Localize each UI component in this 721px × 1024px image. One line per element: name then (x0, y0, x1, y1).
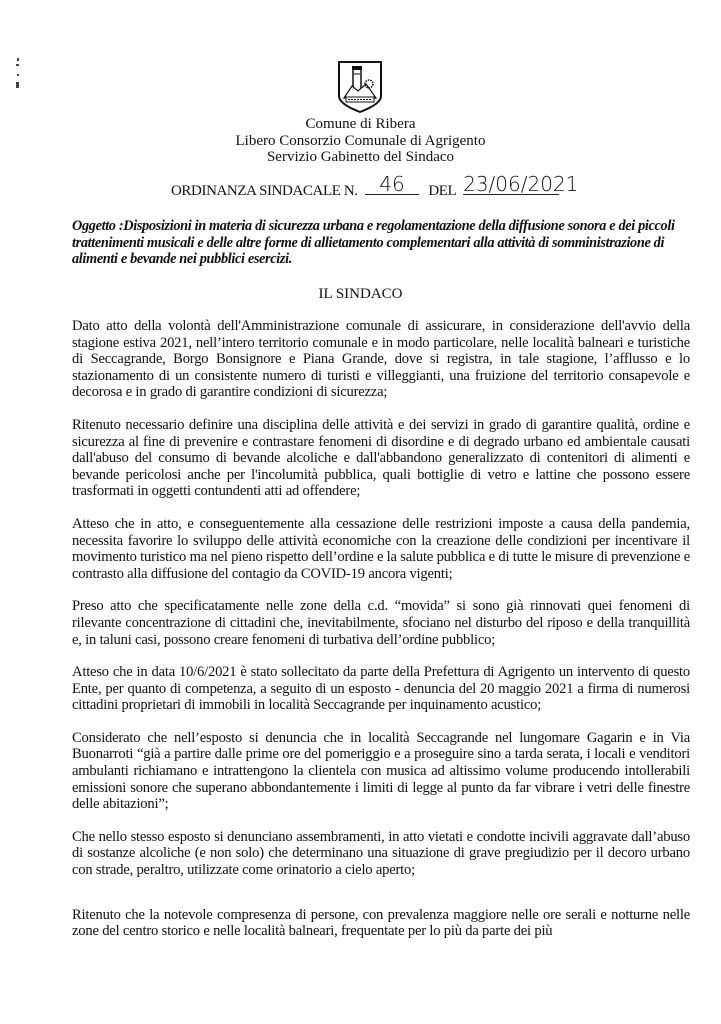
consortium-name: Libero Consorzio Comunale di Agrigento (235, 132, 486, 149)
date-label: DEL (428, 183, 456, 199)
scan-margin-marks (14, 58, 22, 98)
paragraph: Ritenuto che la notevole compresenza di persone, con prevalenza maggiore nelle ore serali e notturne nelle zone del centro storico e nelle località balneari, frequentate per lo più da parte dei più (72, 906, 690, 940)
issuer-header (0, 116, 721, 166)
paragraph: Considerato che nell’esposto si denuncia che in località Seccagrande nel lungomare Gagarin e in Via Buonarroti “già a partire dalle prime ore del pomeriggio e a proseguire sino a tarda serata, i locali e venditori ambulanti richiamano e intrattengono la clientela con musica ad altissimo volume producendo intollerabili emissioni sonore che superano abbondantemente i limiti di legge al punto da far vibrare i vetri delle finestre delle abitazioni”; (72, 729, 690, 813)
subject-heading: Oggetto :Disposizioni in materia di sicurezza urbana e regolamentazione della diffusione sonora e dei piccoli trattenimenti musicali e delle altre forme di allietamento complementari alla attività di somministrazione di alimenti e bevande nei pubblici esercizi. (72, 218, 675, 267)
ordinance-label: ORDINANZA SINDACALE N. (171, 183, 358, 199)
paragraph: Atteso che in data 10/6/2021 è stato sollecitato da parte della Prefettura di Agrigento un intervento di questo Ente, per quanto di competenza, a seguito di un esposto - denuncia del 20 maggio 2021 a firma di numerosi cittadini proprietari di immobili in località Seccagrande per inquinamento acustico; (72, 664, 690, 714)
ordinance-date: 23/06/2021 (463, 172, 579, 196)
coat-of-arms-icon (336, 60, 384, 114)
paragraph: Atteso che in atto, e conseguentemente alla cessazione delle restrizioni imposte a causa della pandemia, necessita favorire lo sviluppo delle attività economiche con la creazione delle condizioni per incentivare il movimento turistico ma nel pieno rispetto dell’ordine e la salute pubblica e di tutte le misure di prevenzione e contrasto alla diffusione del contagio da COVID-19 ancora vigenti; (72, 515, 690, 582)
paragraph: Che nello stesso esposto si denunciano assembramenti, in atto vietati e condotte incivili aggravate dall’abuso di sostanze alcoliche (e non solo) che determinano una situazione di grave pregiudizio per il decoro urbano con strade, peraltro, utilizzate come orinatorio a cielo aperto; (72, 828, 690, 879)
paragraph: Ritenuto necessario definire una disciplina delle attività e dei servizi in grado di garantire qualità, ordine e sicurezza al fine di prevenire e contrastare fenomeni di disordine e di degrado urbano ed ambientale causati dall'abuso del consumo di bevande alcoliche e dall'abbandono generalizzato di contenitori di alimenti e bevande pericolosi anche per l'incolumità pubblica, quali bottiglie di vetro e lattine che possono essere trasformati in oggetti contundenti atti ad offendere; (72, 416, 690, 500)
paragraph: Preso atto che specificatamente nelle zone della c.d. “movida” si sono già rinnovati quei fenomeni di rilevante concentrazione di cittadini che, inevitabilmente, sfociano nel disturbo del riposo e della tranquillità e, in taluni casi, possono creare fenomeni di turbativa dell’ordine pubblico; (72, 598, 690, 648)
section-title: IL SINDACO (318, 286, 403, 302)
document-body (72, 318, 690, 956)
municipality-name: Comune di Ribera (305, 116, 416, 132)
paragraph: Dato atto della volontà dell'Amministrazione comunale di assicurare, in considerazione dell'avvio della stagione estiva 2021, nell’intero territorio comunale e in modo particolare, nelle località balneari e turistiche di Seccagrande, Borgo Bonsignore e Piana Grande, dove si registra, in tale stagione, l’afflusso e lo stazionamento di un consistente numero di turisti e villeggianti, una fruizione del territorio consapevole e decorosa e in grado di garantire condizioni di sicurezza; (72, 318, 690, 401)
ordinance-reference (171, 172, 579, 200)
ordinance-number: 46 (365, 174, 419, 195)
office-name: Servizio Gabinetto del Sindaco (266, 149, 455, 165)
